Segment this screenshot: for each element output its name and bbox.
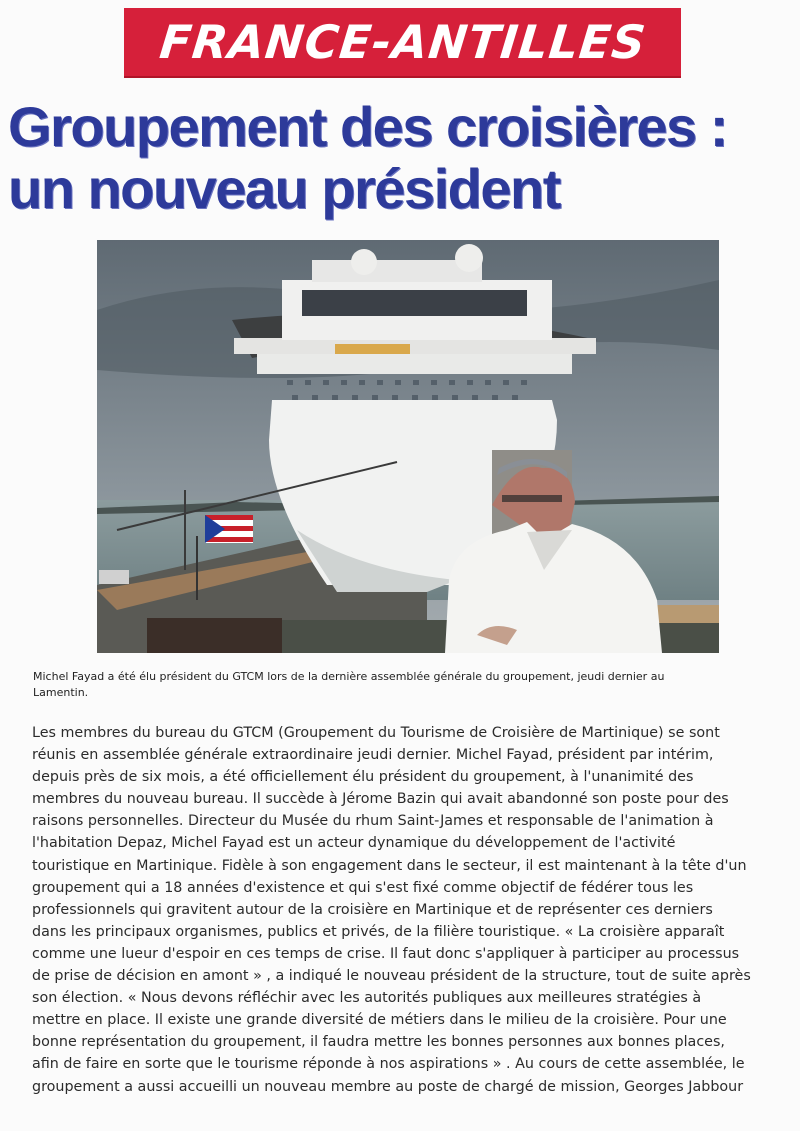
photo-caption xyxy=(33,669,763,701)
caption-line-2: Lamentin. xyxy=(33,686,89,699)
headline-line-1: Groupement des croisières : xyxy=(8,95,727,158)
article-headline xyxy=(8,96,768,220)
article-line: depuis près de six mois, a été officiellement élu président du groupement, à l'unanimité des xyxy=(32,769,694,786)
article-body xyxy=(32,722,772,1098)
newspaper-masthead xyxy=(124,8,681,78)
article-line: mettre en place. Il existe une grande diversité de métiers dans le milieu de la croisière. Pour une xyxy=(32,1012,727,1029)
article-line: son élection. « Nous devons réfléchir avec les autorités publiques aux meilleures stratégies à xyxy=(32,990,702,1007)
article-line: professionnels qui gravitent autour de la croisière en Martinique et de représenter ces derniers xyxy=(32,901,713,918)
article-line: dans les principaux organismes, publics et privés, de la filière touristique. « La croisière apparaît xyxy=(32,923,725,940)
masthead-title: FRANCE-ANTILLES xyxy=(156,15,649,69)
article-line: réunis en assemblée générale extraordinaire jeudi dernier. Michel Fayad, président par intérim, xyxy=(32,747,714,764)
article-line: touristique en Martinique. Fidèle à son engagement dans le secteur, il est maintenant à la tête d'un xyxy=(32,857,747,874)
article-line: bonne représentation du groupement, il faudra mettre les bonnes personnes aux bonnes places, xyxy=(32,1034,725,1051)
caption-line-1: Michel Fayad a été élu président du GTCM lors de la dernière assemblée générale du groupement, jeudi dernier au xyxy=(33,670,665,683)
article-line: groupement a aussi accueilli un nouveau membre au poste de chargé de mission, Georges Jabbour xyxy=(32,1078,744,1095)
article-line: comme une lueur d'espoir en ces temps de crise. Il faut donc s'appliquer à participer au processus xyxy=(32,945,740,962)
article-line: de prise de décision en amont » , a indiqué le nouveau président de la structure, tout de suite après xyxy=(32,968,751,985)
article-line: raisons personnelles. Directeur du Musée du rhum Saint-James et responsable de l'animation à xyxy=(32,813,714,830)
cruise-ship-photo xyxy=(97,240,719,653)
article-line: groupement qui a 18 années d'existence et qui s'est fixé comme objectif de fédérer tous les xyxy=(32,879,694,896)
article-line: l'habitation Depaz, Michel Fayad est un acteur dynamique du développement de l'activité xyxy=(32,835,676,852)
article-line: Les membres du bureau du GTCM (Groupement du Tourisme de Croisière de Martinique) se sont xyxy=(32,725,720,741)
headline-line-2: un nouveau président xyxy=(8,157,560,220)
article-line: afin de faire en sorte que le tourisme réponde à nos aspirations » . Au cours de cette assemblée, le xyxy=(32,1056,745,1073)
article-line: membres du nouveau bureau. Il succède à Jérome Bazin qui avait abandonné son poste pour des xyxy=(32,791,729,808)
